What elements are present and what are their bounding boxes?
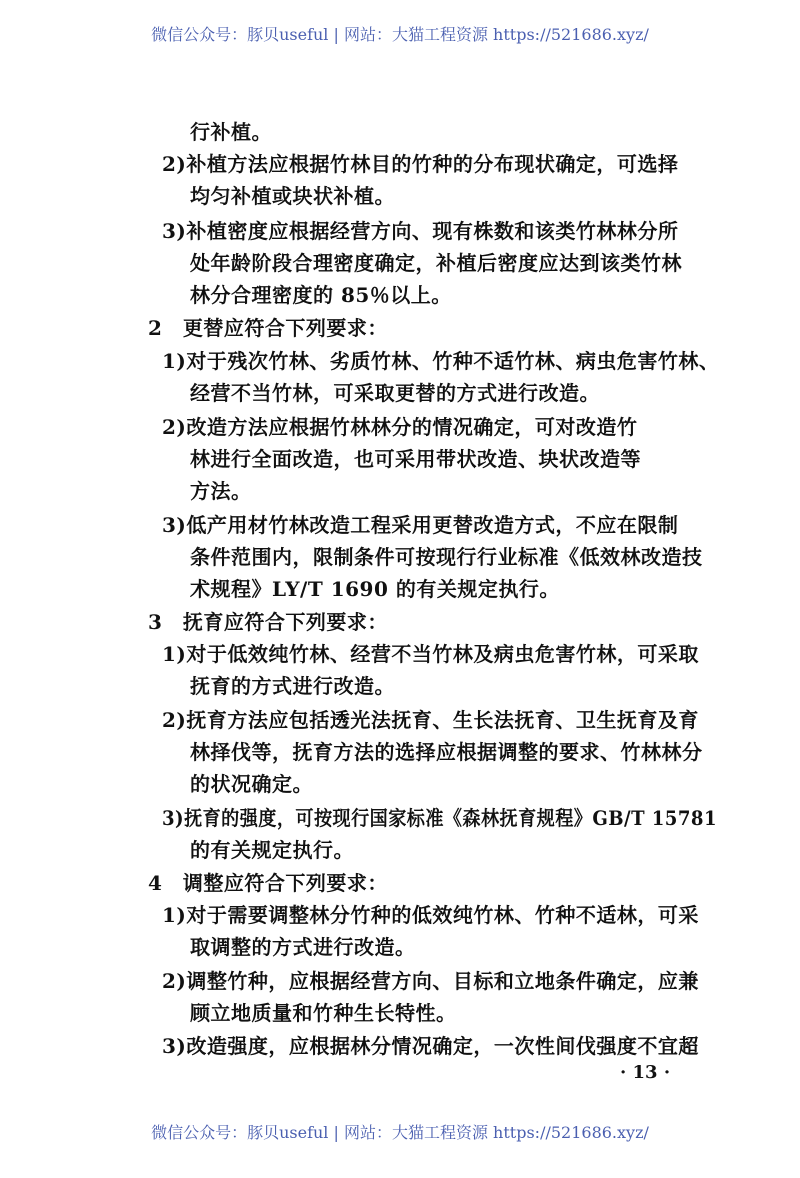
text-line: 术规程》LY/T 1690 的有关规定执行。 (190, 577, 560, 601)
text-line: 林分合理密度的 85％以上。 (190, 283, 452, 307)
text-line: 2)抚育方法应包括透光法抚育、生长法抚育、卫生抚育及育 (162, 708, 699, 732)
text-line: 处年龄阶段合理密度确定，补植后密度应达到该类竹林 (190, 251, 682, 275)
text-line: 1)对于需要调整林分竹种的低效纯竹林、竹种不适林，可采 (162, 903, 699, 927)
text-line: 3)补植密度应根据经营方向、现有株数和该类竹林林分所 (162, 219, 679, 243)
section-heading: 2 更替应符合下列要求： (148, 316, 388, 340)
text-line: 的有关规定执行。 (190, 838, 354, 862)
text-line: 的状况确定。 (190, 772, 313, 796)
text-line: 经营不当竹林，可采取更替的方式进行改造。 (190, 381, 600, 405)
watermark-bottom: 微信公众号：豚贝useful | 网站：大猫工程资源 https://521686.xyz/ (151, 1123, 649, 1142)
section-heading: 4 调整应符合下列要求： (148, 871, 388, 895)
text-line: 抚育的方式进行改造。 (190, 674, 395, 698)
text-line: 条件范围内，限制条件可按现行行业标准《低效林改造技 (190, 545, 703, 569)
text-line: 行补植。 (190, 120, 272, 144)
text-line: 2)补植方法应根据竹林目的竹种的分布现状确定，可选择 (162, 152, 679, 176)
text-line: 林进行全面改造，也可采用带状改造、块状改造等 (190, 447, 641, 471)
text-line: 取调整的方式进行改造。 (190, 935, 416, 959)
text-line: 2)调整竹种，应根据经营方向、目标和立地条件确定，应兼 (162, 969, 699, 993)
text-line: 方法。 (190, 479, 252, 503)
text-line: 3)改造强度，应根据林分情况确定，一次性间伐强度不宜超 (162, 1034, 699, 1058)
text-line: 林择伐等，抚育方法的选择应根据调整的要求、竹林林分 (190, 740, 703, 764)
text-line: 均匀补植或块状补植。 (190, 184, 395, 208)
page-number: · 13 · (620, 1062, 671, 1083)
text-line: 3)抚育的强度，可按现行国家标准《森林抚育规程》GB/T 15781 (162, 806, 717, 830)
section-heading: 3 抚育应符合下列要求： (148, 610, 388, 634)
watermark-top: 微信公众号：豚贝useful | 网站：大猫工程资源 https://521686.xyz/ (151, 25, 649, 44)
text-line: 顾立地质量和竹种生长特性。 (190, 1001, 457, 1025)
text-line: 1)对于低效纯竹林、经营不当竹林及病虫危害竹林，可采取 (162, 642, 699, 666)
text-line: 1)对于残次竹林、劣质竹林、竹种不适竹林、病虫危害竹林、 (162, 349, 720, 373)
text-line: 2)改造方法应根据竹林林分的情况确定，可对改造竹 (162, 415, 638, 439)
text-line: 3)低产用材竹林改造工程采用更替改造方式，不应在限制 (162, 513, 679, 537)
